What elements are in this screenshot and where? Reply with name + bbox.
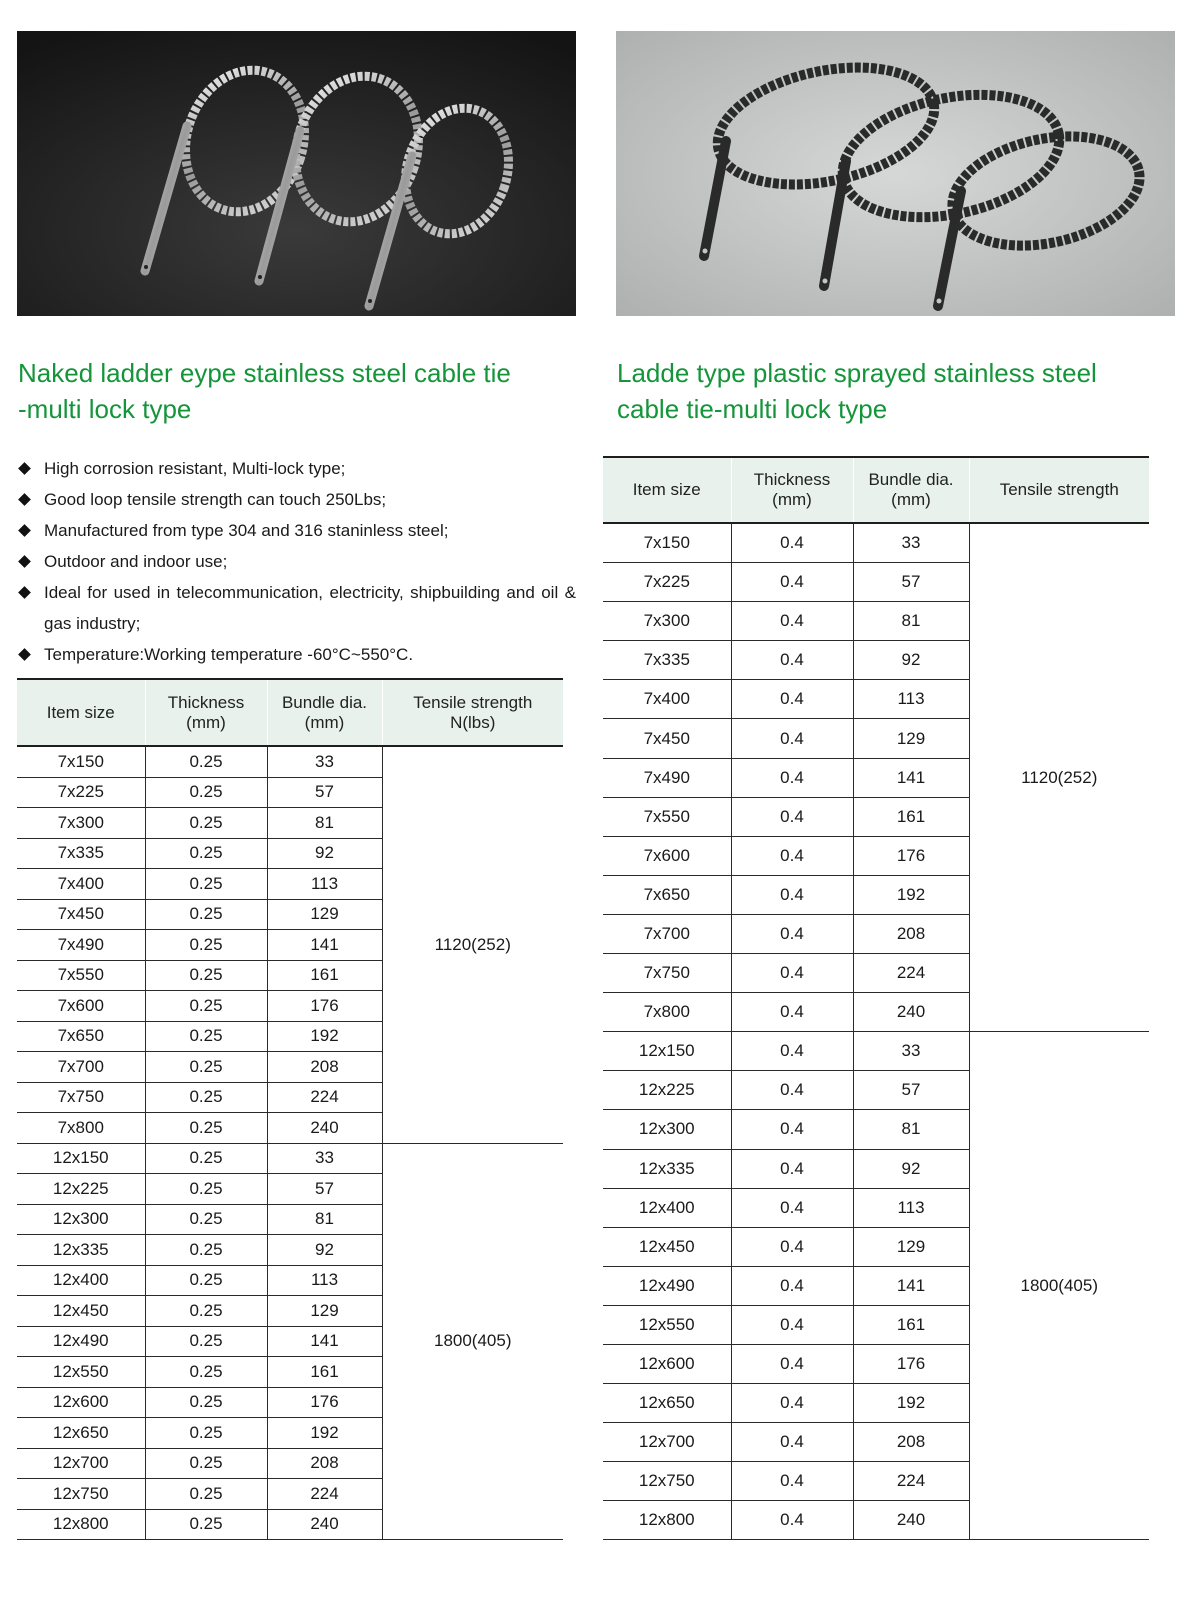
cell-bundle-dia: 192 bbox=[853, 875, 969, 914]
cell-thickness: 0.25 bbox=[145, 1204, 267, 1235]
cell-bundle-dia: 113 bbox=[267, 1265, 382, 1296]
cell-bundle-dia: 176 bbox=[853, 1344, 969, 1383]
cell-item-size: 12x300 bbox=[603, 1110, 731, 1149]
cell-thickness: 0.25 bbox=[145, 1235, 267, 1266]
cell-bundle-dia: 81 bbox=[267, 1204, 382, 1235]
cell-thickness: 0.25 bbox=[145, 746, 267, 777]
cell-item-size: 7x550 bbox=[603, 797, 731, 836]
cell-thickness: 0.25 bbox=[145, 1509, 267, 1540]
cell-item-size: 7x700 bbox=[603, 914, 731, 953]
cell-thickness: 0.4 bbox=[731, 719, 853, 758]
cell-item-size: 12x600 bbox=[17, 1387, 145, 1418]
cell-thickness: 0.25 bbox=[145, 960, 267, 991]
table-body bbox=[603, 523, 1149, 1540]
feature-item: Good loop tensile strength can touch 250Lbs; bbox=[20, 484, 576, 515]
col-header-thickness: Thickness (mm) bbox=[731, 457, 853, 523]
spec-table-naked bbox=[17, 678, 563, 1540]
cell-bundle-dia: 141 bbox=[267, 930, 382, 961]
cell-item-size: 7x450 bbox=[603, 719, 731, 758]
diamond-bullet-icon bbox=[18, 648, 31, 661]
cell-thickness: 0.25 bbox=[145, 930, 267, 961]
cell-item-size: 7x490 bbox=[17, 930, 145, 961]
cell-item-size: 7x750 bbox=[17, 1082, 145, 1113]
title-line-2: cable tie-multi lock type bbox=[617, 394, 888, 424]
cell-bundle-dia: 161 bbox=[853, 1305, 969, 1344]
cell-item-size: 12x490 bbox=[17, 1326, 145, 1357]
cell-bundle-dia: 81 bbox=[853, 602, 969, 641]
cell-item-size: 7x400 bbox=[17, 869, 145, 900]
cell-thickness: 0.4 bbox=[731, 1071, 853, 1110]
cell-thickness: 0.4 bbox=[731, 1305, 853, 1344]
cell-item-size: 12x600 bbox=[603, 1344, 731, 1383]
col-header-item-size: Item size bbox=[603, 457, 731, 523]
feature-item: Ideal for used in telecommunication, electricity, shipbuilding and oil & gas industry; bbox=[20, 577, 576, 639]
cell-thickness: 0.25 bbox=[145, 838, 267, 869]
cell-thickness: 0.4 bbox=[731, 1110, 853, 1149]
cell-bundle-dia: 240 bbox=[267, 1113, 382, 1144]
cell-item-size: 7x750 bbox=[603, 954, 731, 993]
cell-thickness: 0.4 bbox=[731, 523, 853, 563]
cell-bundle-dia: 129 bbox=[267, 1296, 382, 1327]
cell-bundle-dia: 208 bbox=[267, 1448, 382, 1479]
cell-thickness: 0.25 bbox=[145, 899, 267, 930]
cell-thickness: 0.4 bbox=[731, 1501, 853, 1540]
cell-tensile-strength: 1120(252) bbox=[382, 746, 563, 1143]
feature-item: Temperature:Working temperature -60°C~550°C. bbox=[20, 639, 576, 670]
cell-item-size: 7x600 bbox=[17, 991, 145, 1022]
cell-thickness: 0.25 bbox=[145, 777, 267, 808]
cell-item-size: 12x150 bbox=[603, 1032, 731, 1071]
cell-thickness: 0.4 bbox=[731, 954, 853, 993]
feature-list bbox=[20, 453, 576, 670]
product-title-naked bbox=[18, 355, 588, 427]
cell-bundle-dia: 161 bbox=[267, 1357, 382, 1388]
cell-item-size: 12x650 bbox=[603, 1384, 731, 1423]
cell-item-size: 7x150 bbox=[603, 523, 731, 563]
cell-bundle-dia: 113 bbox=[853, 680, 969, 719]
cell-thickness: 0.4 bbox=[731, 1344, 853, 1383]
cell-item-size: 12x550 bbox=[603, 1305, 731, 1344]
cell-bundle-dia: 224 bbox=[267, 1082, 382, 1113]
cell-bundle-dia: 81 bbox=[853, 1110, 969, 1149]
cell-item-size: 7x400 bbox=[603, 680, 731, 719]
cell-bundle-dia: 129 bbox=[853, 1227, 969, 1266]
cell-item-size: 7x800 bbox=[17, 1113, 145, 1144]
table-header-row bbox=[17, 679, 563, 746]
cell-thickness: 0.25 bbox=[145, 1021, 267, 1052]
cell-item-size: 7x150 bbox=[17, 746, 145, 777]
cell-thickness: 0.4 bbox=[731, 563, 853, 602]
cell-bundle-dia: 192 bbox=[853, 1384, 969, 1423]
cell-item-size: 7x700 bbox=[17, 1052, 145, 1083]
cell-item-size: 12x225 bbox=[17, 1174, 145, 1205]
cell-item-size: 7x300 bbox=[603, 602, 731, 641]
cell-item-size: 12x800 bbox=[17, 1509, 145, 1540]
cell-thickness: 0.25 bbox=[145, 1052, 267, 1083]
cell-bundle-dia: 57 bbox=[267, 1174, 382, 1205]
cell-item-size: 12x400 bbox=[17, 1265, 145, 1296]
diamond-bullet-icon bbox=[18, 462, 31, 475]
cell-bundle-dia: 113 bbox=[267, 869, 382, 900]
cell-thickness: 0.25 bbox=[145, 1479, 267, 1510]
cell-item-size: 12x750 bbox=[603, 1462, 731, 1501]
cell-bundle-dia: 113 bbox=[853, 1188, 969, 1227]
cell-item-size: 7x650 bbox=[603, 875, 731, 914]
cell-thickness: 0.4 bbox=[731, 1462, 853, 1501]
cell-item-size: 7x225 bbox=[17, 777, 145, 808]
cell-bundle-dia: 141 bbox=[853, 1266, 969, 1305]
table-row bbox=[603, 1032, 1149, 1071]
cell-bundle-dia: 92 bbox=[267, 1235, 382, 1266]
cell-thickness: 0.4 bbox=[731, 641, 853, 680]
cell-item-size: 12x490 bbox=[603, 1266, 731, 1305]
product-photo-sprayed bbox=[616, 31, 1175, 316]
cell-thickness: 0.25 bbox=[145, 1326, 267, 1357]
cell-item-size: 12x700 bbox=[603, 1423, 731, 1462]
cell-item-size: 12x150 bbox=[17, 1143, 145, 1174]
cell-bundle-dia: 57 bbox=[853, 563, 969, 602]
cell-bundle-dia: 141 bbox=[267, 1326, 382, 1357]
cell-bundle-dia: 208 bbox=[853, 1423, 969, 1462]
diamond-bullet-icon bbox=[18, 493, 31, 506]
cell-bundle-dia: 92 bbox=[853, 1149, 969, 1188]
cell-thickness: 0.4 bbox=[731, 993, 853, 1032]
cell-bundle-dia: 33 bbox=[267, 746, 382, 777]
product-photo-naked bbox=[17, 31, 576, 316]
title-line-1: Ladde type plastic sprayed stainless steel bbox=[617, 358, 1097, 388]
cell-thickness: 0.4 bbox=[731, 797, 853, 836]
title-line-2: -multi lock type bbox=[18, 394, 192, 424]
cell-item-size: 12x400 bbox=[603, 1188, 731, 1227]
cell-thickness: 0.25 bbox=[145, 1174, 267, 1205]
cell-item-size: 12x450 bbox=[17, 1296, 145, 1327]
cell-bundle-dia: 129 bbox=[853, 719, 969, 758]
cell-thickness: 0.25 bbox=[145, 1082, 267, 1113]
cell-bundle-dia: 192 bbox=[267, 1021, 382, 1052]
cell-item-size: 7x490 bbox=[603, 758, 731, 797]
cell-item-size: 7x550 bbox=[17, 960, 145, 991]
cell-thickness: 0.4 bbox=[731, 836, 853, 875]
cell-bundle-dia: 208 bbox=[853, 914, 969, 953]
cell-thickness: 0.4 bbox=[731, 758, 853, 797]
feature-item: Manufactured from type 304 and 316 staninless steel; bbox=[20, 515, 576, 546]
cell-bundle-dia: 141 bbox=[853, 758, 969, 797]
cell-item-size: 7x335 bbox=[17, 838, 145, 869]
cell-bundle-dia: 208 bbox=[267, 1052, 382, 1083]
cell-item-size: 12x225 bbox=[603, 1071, 731, 1110]
sprayed-cable-tie-illustration bbox=[616, 31, 1175, 316]
table-row bbox=[17, 746, 563, 777]
cell-item-size: 12x450 bbox=[603, 1227, 731, 1266]
diamond-bullet-icon bbox=[18, 555, 31, 568]
spec-table-sprayed bbox=[603, 456, 1149, 1540]
col-header-tensile-strength: Tensile strength bbox=[969, 457, 1149, 523]
col-header-bundle-dia: Bundle dia. (mm) bbox=[853, 457, 969, 523]
table-header-row bbox=[603, 457, 1149, 523]
feature-item: High corrosion resistant, Multi-lock type; bbox=[20, 453, 576, 484]
col-header-bundle-dia: Bundle dia. (mm) bbox=[267, 679, 382, 746]
cell-bundle-dia: 129 bbox=[267, 899, 382, 930]
diamond-bullet-icon bbox=[18, 524, 31, 537]
cell-item-size: 7x335 bbox=[603, 641, 731, 680]
cell-bundle-dia: 33 bbox=[853, 523, 969, 563]
cell-thickness: 0.25 bbox=[145, 1387, 267, 1418]
col-header-tensile-strength: Tensile strength N(lbs) bbox=[382, 679, 563, 746]
cell-bundle-dia: 57 bbox=[853, 1071, 969, 1110]
cell-bundle-dia: 176 bbox=[267, 1387, 382, 1418]
cell-tensile-strength: 1800(405) bbox=[382, 1143, 563, 1540]
cell-thickness: 0.4 bbox=[731, 680, 853, 719]
cell-thickness: 0.25 bbox=[145, 869, 267, 900]
cell-item-size: 12x800 bbox=[603, 1501, 731, 1540]
cell-item-size: 7x300 bbox=[17, 808, 145, 839]
cell-thickness: 0.25 bbox=[145, 1113, 267, 1144]
col-header-item-size: Item size bbox=[17, 679, 145, 746]
cell-item-size: 12x750 bbox=[17, 1479, 145, 1510]
cell-tensile-strength: 1800(405) bbox=[969, 1032, 1149, 1540]
product-title-sprayed bbox=[617, 355, 1187, 427]
cell-item-size: 12x650 bbox=[17, 1418, 145, 1449]
cell-item-size: 12x550 bbox=[17, 1357, 145, 1388]
cell-bundle-dia: 92 bbox=[267, 838, 382, 869]
cell-tensile-strength: 1120(252) bbox=[969, 523, 1149, 1032]
cell-bundle-dia: 81 bbox=[267, 808, 382, 839]
cell-thickness: 0.25 bbox=[145, 808, 267, 839]
cell-bundle-dia: 224 bbox=[853, 954, 969, 993]
cell-thickness: 0.25 bbox=[145, 1357, 267, 1388]
title-line-1: Naked ladder eype stainless steel cable tie bbox=[18, 358, 511, 388]
cell-thickness: 0.4 bbox=[731, 1227, 853, 1266]
cell-bundle-dia: 240 bbox=[267, 1509, 382, 1540]
cell-item-size: 7x650 bbox=[17, 1021, 145, 1052]
cell-thickness: 0.25 bbox=[145, 1296, 267, 1327]
cell-bundle-dia: 176 bbox=[267, 991, 382, 1022]
cell-thickness: 0.4 bbox=[731, 875, 853, 914]
cell-bundle-dia: 161 bbox=[267, 960, 382, 991]
cell-thickness: 0.25 bbox=[145, 991, 267, 1022]
cell-thickness: 0.25 bbox=[145, 1448, 267, 1479]
cell-item-size: 7x225 bbox=[603, 563, 731, 602]
cell-bundle-dia: 57 bbox=[267, 777, 382, 808]
cell-bundle-dia: 240 bbox=[853, 1501, 969, 1540]
cell-thickness: 0.25 bbox=[145, 1418, 267, 1449]
cell-bundle-dia: 33 bbox=[267, 1143, 382, 1174]
naked-cable-tie-illustration bbox=[17, 31, 576, 316]
cell-thickness: 0.4 bbox=[731, 1266, 853, 1305]
cell-thickness: 0.4 bbox=[731, 1423, 853, 1462]
cell-thickness: 0.25 bbox=[145, 1265, 267, 1296]
cell-item-size: 12x700 bbox=[17, 1448, 145, 1479]
cell-item-size: 7x600 bbox=[603, 836, 731, 875]
cell-bundle-dia: 33 bbox=[853, 1032, 969, 1071]
cell-thickness: 0.25 bbox=[145, 1143, 267, 1174]
cell-bundle-dia: 161 bbox=[853, 797, 969, 836]
diamond-bullet-icon bbox=[18, 586, 31, 599]
feature-item: Outdoor and indoor use; bbox=[20, 546, 576, 577]
cell-thickness: 0.4 bbox=[731, 1188, 853, 1227]
cell-thickness: 0.4 bbox=[731, 1384, 853, 1423]
cell-bundle-dia: 240 bbox=[853, 993, 969, 1032]
cell-bundle-dia: 176 bbox=[853, 836, 969, 875]
cell-item-size: 12x300 bbox=[17, 1204, 145, 1235]
cell-bundle-dia: 92 bbox=[853, 641, 969, 680]
cell-bundle-dia: 224 bbox=[853, 1462, 969, 1501]
cell-item-size: 7x450 bbox=[17, 899, 145, 930]
cell-thickness: 0.4 bbox=[731, 602, 853, 641]
cell-item-size: 12x335 bbox=[603, 1149, 731, 1188]
cell-thickness: 0.4 bbox=[731, 914, 853, 953]
cell-bundle-dia: 192 bbox=[267, 1418, 382, 1449]
cell-item-size: 7x800 bbox=[603, 993, 731, 1032]
cell-thickness: 0.4 bbox=[731, 1032, 853, 1071]
col-header-thickness: Thickness (mm) bbox=[145, 679, 267, 746]
table-body bbox=[17, 746, 563, 1540]
cell-item-size: 12x335 bbox=[17, 1235, 145, 1266]
cell-thickness: 0.4 bbox=[731, 1149, 853, 1188]
cell-bundle-dia: 224 bbox=[267, 1479, 382, 1510]
table-row bbox=[603, 523, 1149, 563]
table-row bbox=[17, 1143, 563, 1174]
